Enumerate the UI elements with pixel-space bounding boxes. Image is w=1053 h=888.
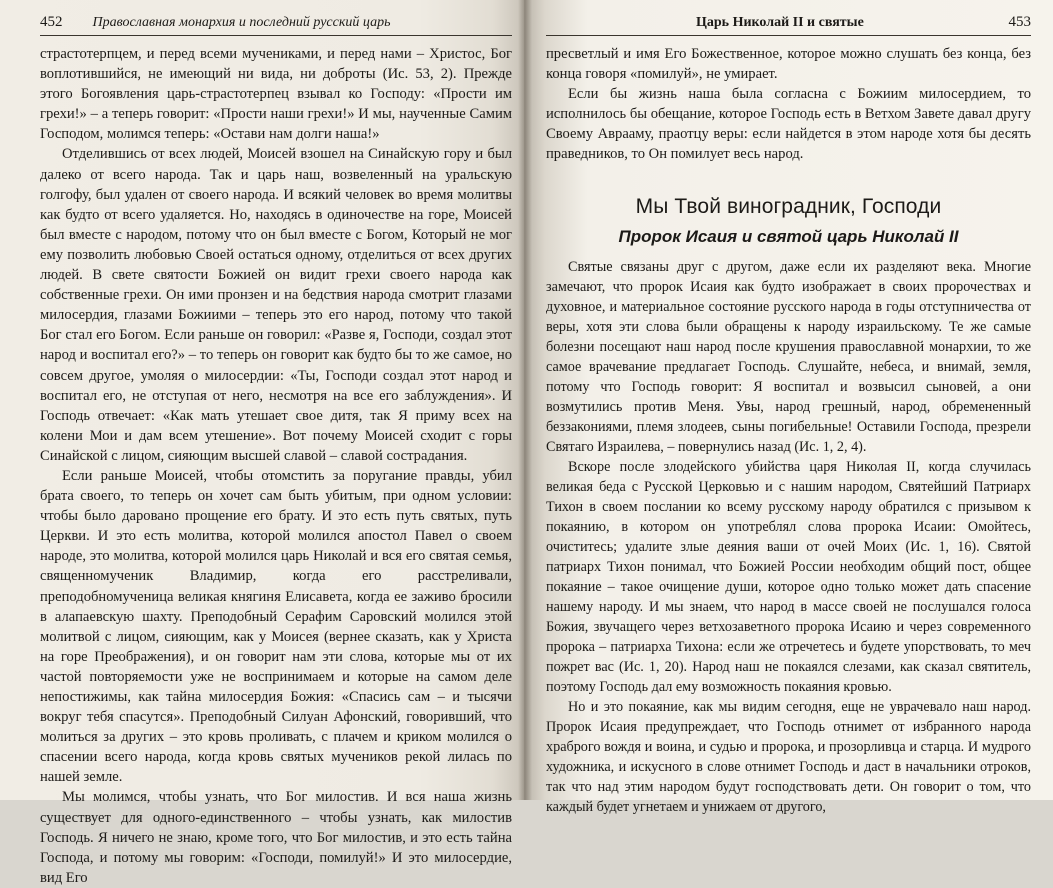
left-page [0, 0, 524, 886]
left-page-number: 452 [40, 14, 63, 30]
right-running-head-title: Царь Николай II и святые [696, 15, 864, 30]
right-running-head [546, 0, 1031, 36]
right-section-text [546, 257, 1031, 817]
right-section-paragraph-2: Вскоре после злодейского убийства царя Николая II, когда случилась великая беда с Русской Церковью и с нашим народом, Святейший Патриарх Тихон в своем послании ко всему русскому народу обратился с призывом к покаянию, в котором он употреблял слова пророка Исаии: Омойтесь, очиститесь; удалите злые деяния ваши от очей Моих (Ис. 1, 16). Святой патриарх Тихон понимал, что Божией России необходим общий пост, общее покаяние – такое очищение души, которое одно только может дать спасение нашему народу. И мы знаем, что народ в массе своей не послушался голоса Божия, звучащего через ветхозаветного пророка Исаию и через современного пророка – патриарха Тихона: если же отречетесь и будете упорствовать, то меч пожрет вас (Ис. 1, 20). Народ наш не покаялся слезами, как сказал святитель, поэтому Господь дал ему возможность покаяния кровью. [546, 458, 1031, 695]
left-body-text [40, 44, 512, 888]
left-paragraph-1: страстотерпцем, и перед всеми мучениками, и перед нами – Христос, Бог воплотившийся, не имеющий ни вида, ни доброты (Ис. 53, 2). Прежде этого Богоявления царь-страстотерпец взывал ко Господу: «Прости им грехи!» – а теперь говорит: «Прости наши грехи!» И мы, наученные Самим Господом, молимся теперь: «Остави нам долги наша!» [40, 46, 512, 143]
left-paragraph-2: Отделившись от всех людей, Моисей взошел на Синайскую гору и был далеко от всего народа. Так и царь наш, возвеленный на уральскую голгофу, был удален от своего народа. И всякий человек во время молитвы как будто от всего удаляется. Но, находясь в одиночестве на горе, Моисей был вместе с народом, потому что он был вместе с Богом, Который не мог ему позволить любовью Своей остаться одному, отделиться от всех других людей. В свете святости Божией он видит грехи своего народа как собственные грехи. Он ими пронзен и на бедствия народа смотрит глазами милосердия, глазами Божиими – теперь это его народ, потому что такой Бог стал его Богом. Если раньше он говорил: «Разве я, Господи, создал этот народ и воспитал его?» – то теперь он говорит как будто бы то же самое, но совсем другое, умоляя о милосердии: «Ты, Господи создал этот народ и воспитал его, не отступая от него, несмотря на все его заблуждения». И Господь отвечает: «Как мать утешает свое дитя, так Я приму всех на колени Мои и дам всем утешение». Вот почему Моисей сходит с горы Синайской с лицом, сияющим высшей славой – славой сострадания. [40, 146, 512, 464]
section-title: Мы Твой виноградник, Господи [635, 194, 942, 218]
left-paragraph-3: Если раньше Моисей, чтобы отомстить за поругание правды, убил брата своего, то теперь он хочет сам быть убитым, при одном условии: чтобы было даровано прощение его брату. И это есть путь святых, путь Церкви. И это есть молитва, которой молился апостол Павел о своем народе, это молитва, которой молился царь Николай и вся его святая семья, священномученик Владимир, когда его расстреливали, преподобномученица великая княгиня Елисавета, когда ее заживо бросили в алапаевскую шахту. Преподобный Серафим Саровский молился этой молитвой с лицом, сияющим, как у Моисея (вернее сказать, как у Христа на горе Преображения), и он говорит нам эти слова, которые мы от их частой повторяемости уже не воспринимаем и которые на самом деле непостижимы, как тайна милосердия Божия: «Спасись сам – и тысячи вокруг тебя спасутся». Преподобный Силуан Афонский, говоривший, что молиться за других – это кровь проливать, с плачем и криком молился о спасении всего народа, когда кровь святых мучеников рекой лилась по нашей земле. [40, 467, 512, 786]
right-section-paragraph-1: Святые связаны друг с другом, даже если их разделяют века. Многие замечают, что пророк Исаия как будто изображает в своих пророчествах и духовное, и материальное состояние русского народа в годы отступничества от веры, хотя эти слова были обращены к народу израильскому. Те же самые болезни посещают наш народ после крушения православной монархии, то же самое врачевание предлагает Господь. Слушайте, небеса, и внимай, земля, потому что Господь говорит: Я воспитал и возвысил сыновей, а они возмутились против Меня. Увы, народ грешный, народ, обремененный беззакониями, племя злодеев, сыны погибельные! Оставили Господа, презрели Святаго Израилева, – повернулись назад (Ис. 1, 2, 4). [546, 258, 1031, 455]
right-page [524, 0, 1053, 815]
right-paragraph-2: Если бы жизнь наша была согласна с Божиим милосердием, то исполнилось бы обещание, которое Господь есть в Ветхом Завете давал другу Своему Аврааму, праотцу веры: если найдется в этом народе хотя бы десять праведников, то Он помилует весь народ. [546, 86, 1031, 163]
left-running-head-title: Православная монархия и последний русский царь [92, 15, 391, 30]
right-section-paragraph-3: Но и это покаяние, как мы видим сегодня, еще не уврачевало наш народ. Пророк Исаия предупреждает, что Господь отнимет от избранного народа храброго вождя и воина, и судью и пророка, и прозорливца и старца. И мудрого художника, и искусного в слове отнимет Господь и даст в начальники отроков, так что над этим народом будут господствовать дети. Он говорит о том, что каждый будет угнетаем и унижаем от другого, [546, 698, 1031, 815]
section-subtitle: Пророк Исаия и святой царь Николай II [618, 226, 959, 246]
left-running-head [40, 0, 512, 36]
right-paragraph-1: пресветлый и имя Его Божественное, которое можно слушать без конца, без конца говоря «помилуй», не умирает. [546, 46, 1031, 83]
right-page-number: 453 [1008, 14, 1031, 30]
left-paragraph-4: Мы молимся, чтобы узнать, что Бог милостив. И вся наша жизнь существует для одного-единственного – чтобы узнать, как милостив Господь. Я ничего не знаю, кроме того, что Бог милостив, и это есть тайна Господа, и потому мы говорим: «Господи, помилуй!» И это милосердие, вид Его [40, 789, 512, 886]
right-top-text [546, 44, 1031, 165]
